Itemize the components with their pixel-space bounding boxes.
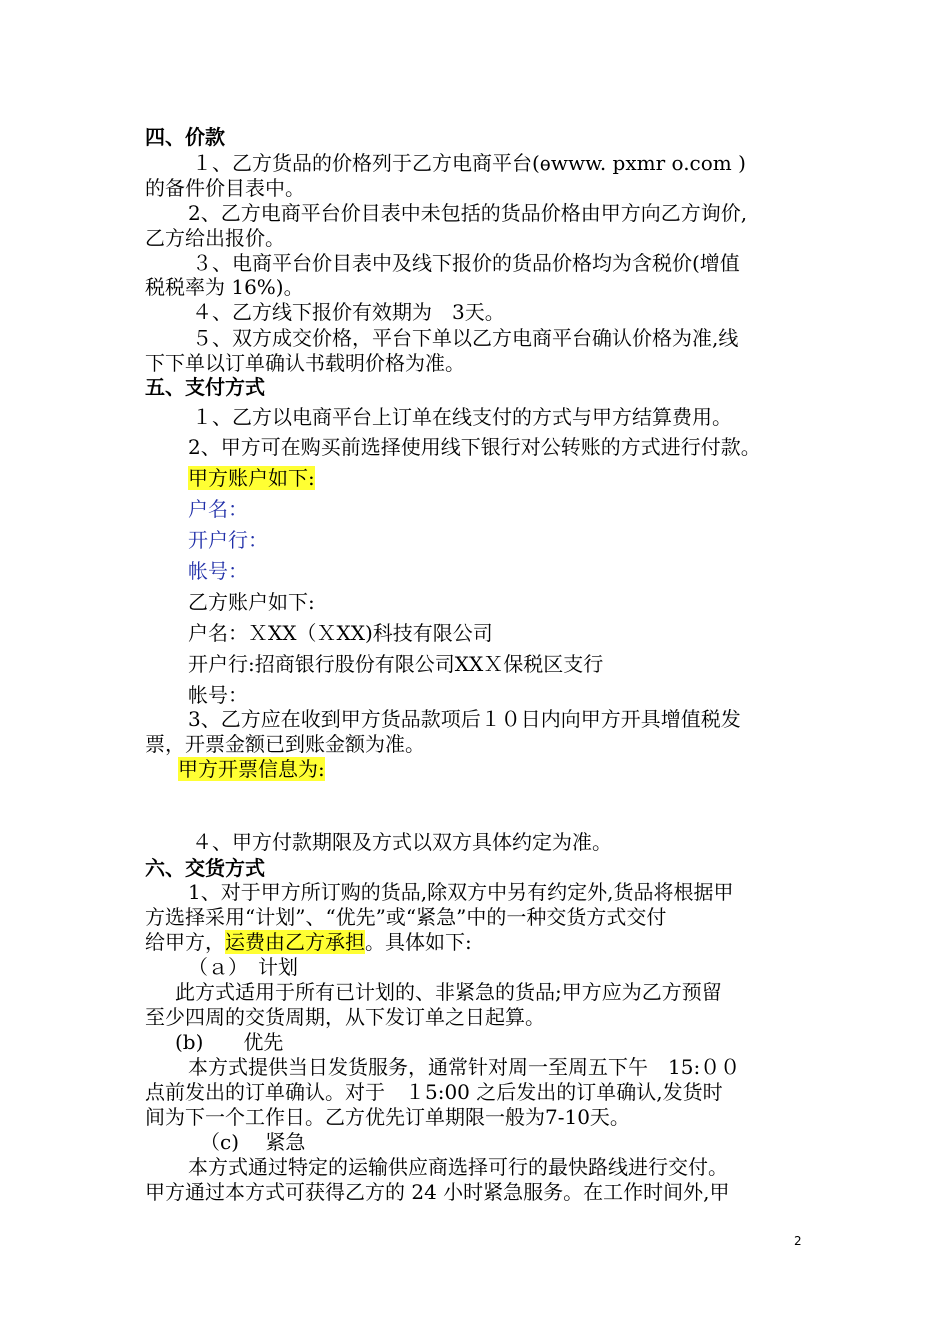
paragraph-line: １、乙方以电商平台上订单在线支付的方式与甲方结算费用。 — [192, 405, 732, 429]
account-bank-label: 开户行： — [188, 528, 268, 552]
paragraph-line: １、乙方货品的价格列于乙方电商平台(ѳwww. pxmr o.com ) — [192, 151, 746, 175]
paragraph-line: 开户行:招商银行股份有限公司XXＸ保税区支行 — [188, 652, 604, 676]
text-span: 。具体如下: — [365, 930, 472, 954]
paragraph-line: （ａ） 计划 — [188, 955, 298, 979]
highlighted-line — [188, 465, 315, 491]
paragraph-line: 间为下一个工作日。乙方优先订单期限一般为7-10天。 — [145, 1105, 630, 1129]
paragraph-line: 2、乙方电商平台价目表中未包括的货品价格由甲方向乙方询价, — [188, 201, 748, 225]
highlighted-text: 甲方账户如下: — [188, 466, 315, 490]
paragraph-line: ５、双方成交价格，平台下单以乙方电商平台确认价格为准,线 — [192, 326, 739, 350]
paragraph-line: 甲方通过本方式可获得乙方的 24 小时紧急服务。在工作时间外,甲 — [145, 1180, 730, 1204]
paragraph-line: 税税率为 16%)。 — [145, 275, 304, 299]
paragraph-line: 本方式通过特定的运输供应商选择可行的最快路线进行交付。 — [188, 1155, 728, 1179]
paragraph-line: 的备件价目表中。 — [145, 176, 305, 200]
highlighted-text: 运费由乙方承担 — [225, 930, 365, 954]
paragraph-line: 1、对于甲方所订购的货品,除双方中另有约定外,货品将根据甲 — [188, 880, 734, 904]
text-span: 给甲方， — [145, 930, 225, 954]
paragraph-line: （c) 紧急 — [200, 1130, 306, 1154]
paragraph-line: 户名：ＸXX（ＸXX)科技有限公司 — [188, 621, 493, 645]
paragraph-line: 至少四周的交货周期，从下发订单之日起算。 — [145, 1005, 545, 1029]
paragraph-line: 此方式适用于所有已计划的、非紧急的货品;甲方应为乙方预留 — [175, 980, 722, 1004]
paragraph-line: 下下单以订单确认书载明价格为准。 — [145, 351, 465, 375]
paragraph-line: ３、电商平台价目表中及线下报价的货品价格均为含税价(增值 — [192, 251, 740, 275]
account-name-label: 户名： — [188, 497, 248, 521]
paragraph-line: (b) 优先 — [175, 1030, 284, 1054]
account-number-label: 帐号： — [188, 559, 248, 583]
section-title-price: 四、价款 — [145, 125, 225, 149]
highlighted-line — [178, 756, 325, 782]
section-title-delivery: 六、交货方式 — [145, 856, 265, 880]
paragraph-line: ４、甲方付款期限及方式以双方具体约定为准。 — [192, 830, 612, 854]
section-title-payment: 五、支付方式 — [145, 375, 265, 399]
paragraph-line: 3、乙方应在收到甲方货品款项后１０日内向甲方开具增值税发 — [188, 707, 741, 731]
paragraph-line: 乙方账户如下: — [188, 590, 315, 614]
paragraph-line: 帐号： — [188, 683, 248, 707]
paragraph-line: 2、甲方可在购买前选择使用线下银行对公转账的方式进行付款。 — [188, 435, 761, 459]
paragraph-line — [145, 929, 472, 955]
paragraph-line: 点前发出的订单确认。对于 １5:00 之后发出的订单确认,发货时 — [145, 1080, 723, 1104]
paragraph-line: 方选择采用“计划”、“优先”或“紧急”中的一种交货方式交付 — [145, 905, 667, 929]
paragraph-line: 票，开票金额已到账金额为准。 — [145, 732, 425, 756]
paragraph-line: 本方式提供当日发货服务，通常针对周一至周五下午 15:００ — [188, 1055, 741, 1079]
highlighted-text: 甲方开票信息为: — [178, 757, 325, 781]
page-number: 2 — [794, 1234, 802, 1248]
paragraph-line: ４、乙方线下报价有效期为 3天。 — [192, 300, 505, 324]
paragraph-line: 乙方给出报价。 — [145, 226, 285, 250]
